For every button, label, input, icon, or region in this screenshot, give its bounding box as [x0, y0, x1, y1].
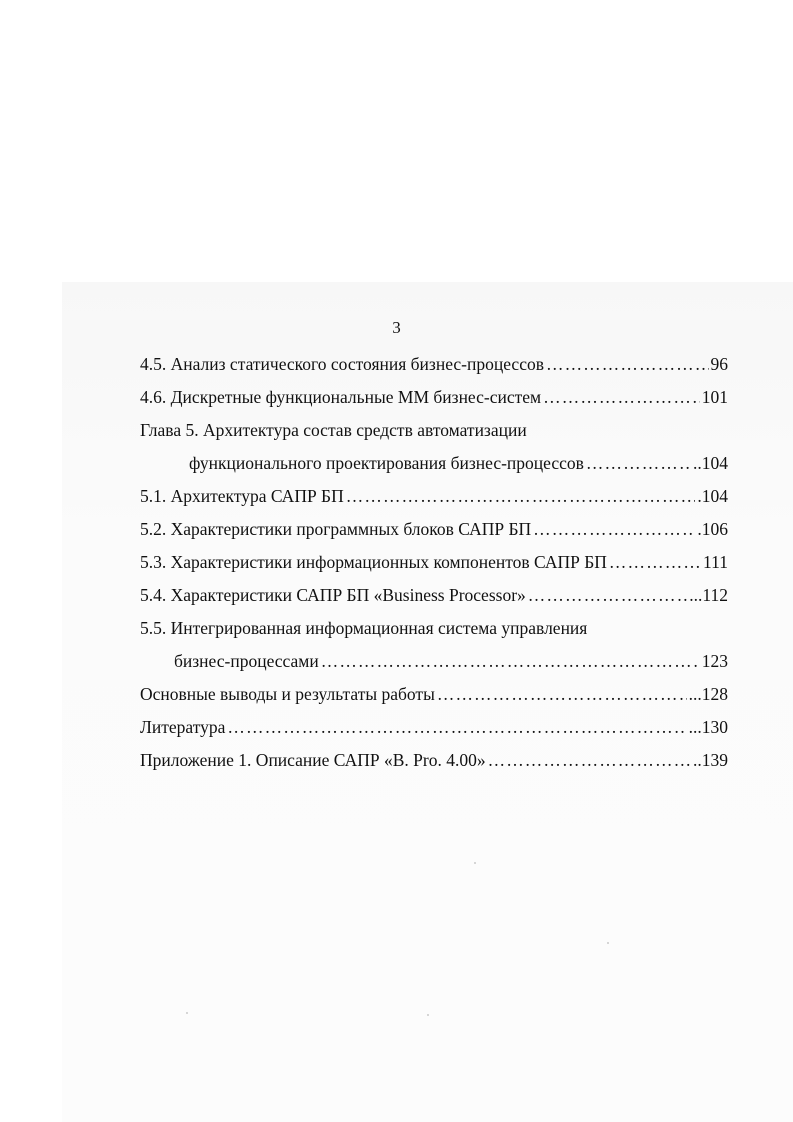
toc-dot-leader [488, 744, 691, 777]
toc-entry [140, 645, 728, 678]
toc-entry-page: .104 [697, 486, 728, 506]
toc-entry [140, 348, 728, 381]
scan-speck [186, 1012, 188, 1014]
toc-entry-title: бизнес-процессами [174, 651, 319, 671]
page-number: 3 [392, 318, 401, 337]
toc-entry-page: 96 [710, 354, 728, 374]
toc-entry-page: ..139 [693, 750, 728, 770]
toc-entry [140, 678, 728, 711]
scan-speck [427, 1014, 429, 1016]
toc-entry-page: ...128 [688, 684, 728, 704]
toc-entry-page: ...130 [688, 717, 728, 737]
toc-entry [140, 414, 728, 447]
toc-dot-leader [586, 447, 691, 480]
toc-dot-leader [528, 579, 687, 612]
toc-entry [140, 447, 728, 480]
toc-dot-leader [543, 381, 700, 414]
toc-entry-title: 5.4. Характеристики САПР БП «Business Processor» [140, 585, 526, 605]
toc-entry-title: Приложение 1. Описание САПР «В. Pro. 4.00» [140, 750, 486, 770]
toc-dot-leader [346, 480, 696, 513]
scan-speck [607, 942, 609, 944]
toc-entry-title: 5.1. Архитектура САПР БП [140, 486, 344, 506]
toc-entry-page: 111 [703, 552, 728, 572]
toc-entry [140, 744, 728, 777]
toc-entry-title: Литература [140, 717, 226, 737]
toc-entry-title: 5.2. Характеристики программных блоков САПР БП [140, 519, 532, 539]
toc-entry [140, 612, 728, 645]
toc-entry-title: Глава 5. Архитектура состав средств автоматизации [140, 420, 527, 440]
toc-entry-title: 5.5. Интегрированная информационная система управления [140, 618, 588, 638]
toc-entry [140, 546, 728, 579]
toc-dot-leader [227, 711, 686, 744]
toc-entry [140, 711, 728, 744]
toc-entry [140, 513, 728, 546]
toc-entry-page: 101 [701, 387, 728, 407]
toc-dot-leader [533, 513, 695, 546]
toc-dot-leader [437, 678, 687, 711]
toc-dot-leader [546, 348, 709, 381]
toc-entry-page: ...112 [689, 585, 728, 605]
toc-entry-title: 4.5. Анализ статического состояния бизнес-процессов [140, 354, 544, 374]
toc-dot-leader [321, 645, 700, 678]
toc-entry-page: 123 [701, 651, 728, 671]
toc-entry-title: функционального проектирования бизнес-процессов [189, 453, 584, 473]
toc-entry-page: ..104 [693, 453, 728, 473]
toc-dot-leader [609, 546, 701, 579]
toc-entry [140, 579, 728, 612]
toc-entry-title: 5.3. Характеристики информационных компонентов САПР БП [140, 552, 607, 572]
table-of-contents [140, 348, 728, 777]
toc-entry-title: Основные выводы и результаты работы [140, 684, 435, 704]
toc-entry-title: 4.6. Дискретные функциональные ММ бизнес-систем [140, 387, 542, 407]
toc-entry [140, 480, 728, 513]
toc-entry [140, 381, 728, 414]
toc-entry-page: .106 [697, 519, 728, 539]
scan-speck [474, 862, 476, 864]
